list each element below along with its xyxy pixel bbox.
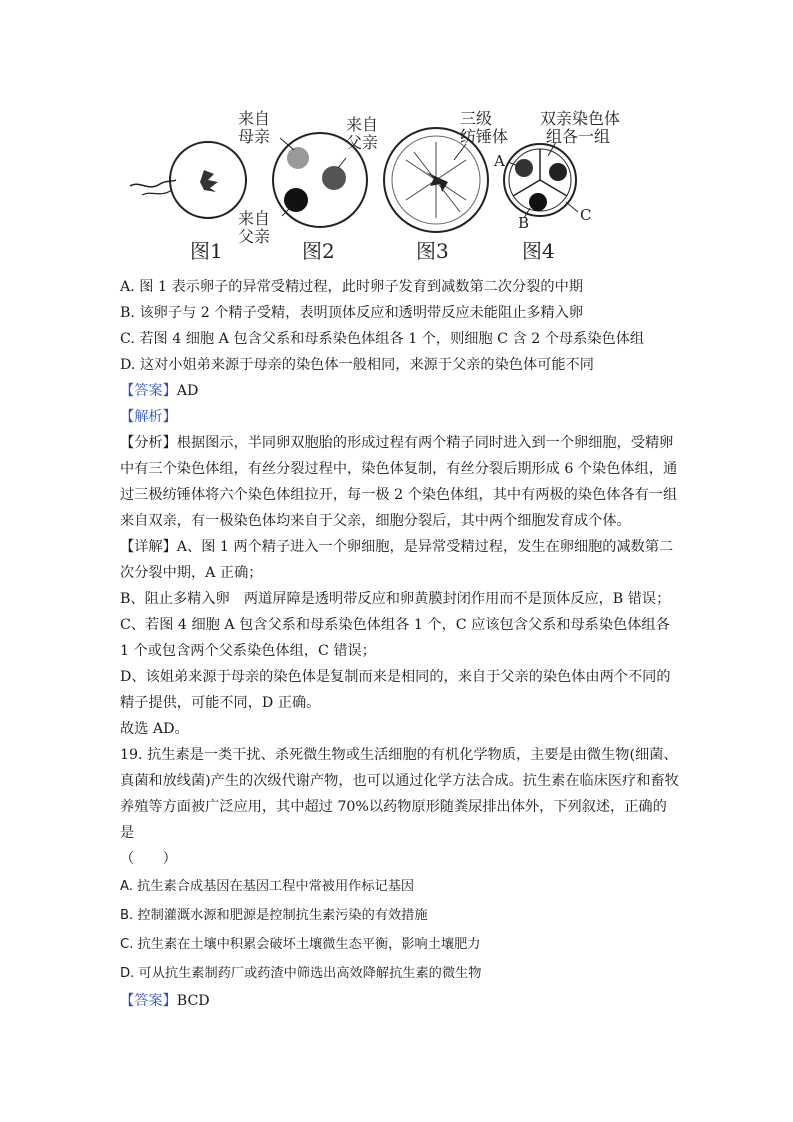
fig1-cell <box>130 142 246 218</box>
q19-bracket: （ ） <box>120 851 177 867</box>
fig3-label-line2: 纺锤体 <box>460 127 509 146</box>
q18-analysis-heading <box>120 404 680 430</box>
fig3-caption: 图3 <box>416 239 449 263</box>
q19-answer-value: BCD <box>176 993 210 1009</box>
answer-tag: 【答案】 <box>120 383 177 399</box>
fig4-caption: 图4 <box>522 239 555 263</box>
q18-option-a: A. 图 1 表示卵子的异常受精过程，此时卵子发育到减数第二次分裂的中期 <box>120 279 583 295</box>
q18-option-c: C. 若图 4 细胞 A 包含父系和母系染色体组各 1 个，则细胞 C 含 2 个母系染色体组 <box>120 331 645 347</box>
fig2-label-mother-line2: 母亲 <box>238 127 271 146</box>
q19-option-c: C. 抗生素在土壤中积累会破坏土壤微生态平衡，影响土壤肥力 <box>120 937 481 952</box>
fig4-label-line2: 组各一组 <box>546 127 611 146</box>
fig2-caption: 图2 <box>302 239 335 263</box>
fig2-label-father-right-line1: 来自 <box>346 115 379 134</box>
q19-answer-tag: 【答案】 <box>120 993 177 1009</box>
fig2-label-mother-line1: 来自 <box>238 109 271 128</box>
fig1-caption: 图1 <box>190 239 223 263</box>
fig4-label-b: B <box>518 214 530 232</box>
q18-answer-line <box>120 378 680 404</box>
xiangjie-tag: 【详解】 <box>120 539 177 555</box>
q18-conclusion: 故选 AD。 <box>120 721 189 737</box>
xiangjie-a-text: A、图 1 两个精子进入一个卵细胞，是异常受精过程，发生在卵细胞的减数第二次分裂中期，A 正确； <box>120 539 674 581</box>
figure-panel <box>120 100 640 268</box>
q19-option-d: D. 可从抗生素制药厂或药渣中筛选出高效降解抗生素的微生物 <box>120 966 482 981</box>
document-body <box>120 274 680 1014</box>
q18-xiangjie-c: C、若图 4 细胞 A 包含父系和母系染色体组各 1 个，C 应该包含父系和母系染色体组各 1 个或包含两个父系染色体组，C 错误； <box>120 617 670 659</box>
q18-xiangjie-a <box>120 534 680 586</box>
fig3-label-line1: 三级 <box>460 109 493 128</box>
fig4-label-a: A <box>494 152 505 170</box>
fig2-label-father-bottom-line1: 来自 <box>238 209 271 228</box>
answer-value: AD <box>176 383 199 399</box>
q18-xiangjie-b: B、阻止多精入卵 两道屏障是透明带反应和卵黄膜封闭作用而不是顶体反应，B 错误； <box>120 591 671 607</box>
reproduction-figure <box>120 100 640 268</box>
analysis-tag: 【解析】 <box>120 409 177 425</box>
fig4-label-line1: 双亲染色体 <box>540 109 621 128</box>
fenxi-text: 根据图示，半同卵双胞胎的形成过程有两个精子同时进入到一个卵细胞，受精卵中有三个染色体组，有丝分裂过程中，染色体复制，有丝分裂后期形成 6 个染色体组，通过三极纺锤体将六个染色体组拉开，每一极 2 个染色体组，其中有两极的染色体各有一组来自双亲，有一极染色体均来自于父亲，细胞分裂后，其中两个细胞发育成个体。 <box>120 435 678 529</box>
q18-option-d: D. 这对小姐弟来源于母亲的染色体一般相同，来源于父亲的染色体可能不同 <box>120 357 594 373</box>
fenxi-tag: 【分析】 <box>120 435 177 451</box>
q18-fenxi <box>120 430 680 534</box>
fig4-cell <box>504 142 578 218</box>
q19-option-a: A. 抗生素合成基因在基因工程中常被用作标记基因 <box>120 879 415 894</box>
q19-stem: 19. 抗生素是一类干扰、杀死微生物或生活细胞的有机化学物质，主要是由微生物(细菌、真菌和放线菌)产生的次级代谢产物，也可以通过化学方法合成。抗生素在临床医疗和畜牧养殖等方面被广泛应用，其中超过 70%以药物原形随粪尿排出体外，下列叙述，正确的是 <box>120 747 679 841</box>
q19-answer-line <box>120 988 680 1014</box>
fig4-label-c: C <box>580 206 592 224</box>
fig2-label-father-bottom-line2: 父亲 <box>238 227 271 246</box>
q18-xiangjie-d: D、该姐弟来源于母亲的染色体是复制而来是相同的，来自于父亲的染色体由两个不同的精子提供，可能不同，D 正确。 <box>120 669 671 711</box>
fig2-label-father-right-line2: 父亲 <box>346 133 379 152</box>
q18-option-b: B. 该卵子与 2 个精子受精，表明顶体反应和透明带反应未能阻止多精入卵 <box>120 305 584 321</box>
q19-option-b: B. 控制灌溉水源和肥源是控制抗生素污染的有效措施 <box>120 908 428 923</box>
